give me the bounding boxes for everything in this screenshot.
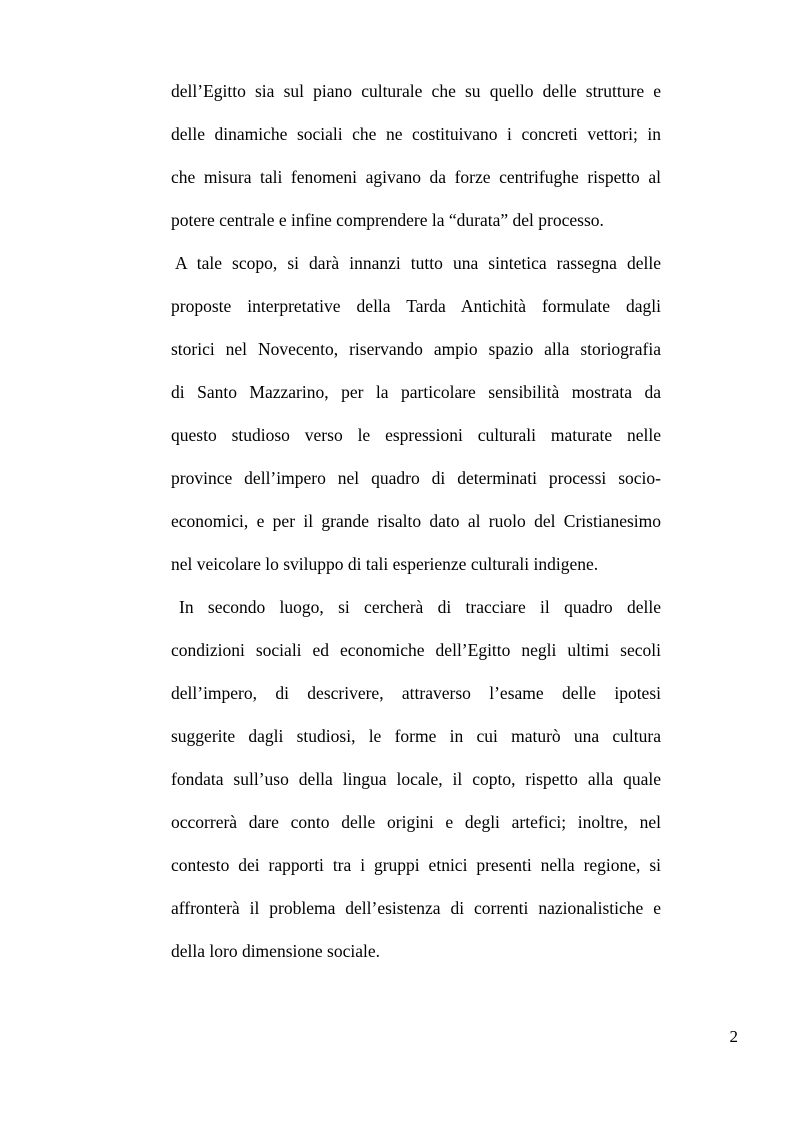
text-line: In secondo luogo, si cercherà di tracciare il quadro delle (179, 597, 661, 617)
text-line: occorrerà dare conto delle origini e degli artefici; inoltre, nel (171, 812, 661, 832)
text-line: affronterà il problema dell’esistenza di correnti nazionalistiche e (171, 898, 661, 918)
text-line: storici nel Novecento, riservando ampio spazio alla storiografia (171, 339, 661, 359)
text-line: fondata sull’uso della lingua locale, il copto, rispetto alla quale (171, 769, 661, 789)
text-line: dell’Egitto sia sul piano culturale che su quello delle strutture e (171, 81, 661, 101)
text-line: che misura tali fenomeni agivano da forze centrifughe rispetto al (171, 167, 661, 187)
page-number: 2 (729, 1027, 738, 1046)
text-line: condizioni sociali ed economiche dell’Egitto negli ultimi secoli (171, 640, 661, 660)
text-line: dell’impero, di descrivere, attraverso l’esame delle ipotesi (171, 683, 661, 703)
text-line: economici, e per il grande risalto dato al ruolo del Cristianesimo (171, 511, 661, 531)
text-line: province dell’impero nel quadro di determinati processi socio- (171, 468, 661, 488)
text-line: nel veicolare lo sviluppo di tali esperienze culturali indigene. (171, 554, 599, 574)
body-text (171, 70, 661, 973)
text-line: contesto dei rapporti tra i gruppi etnici presenti nella regione, si (171, 855, 661, 875)
text-line: proposte interpretative della Tarda Antichità formulate dagli (171, 296, 661, 316)
text-line: A tale scopo, si darà innanzi tutto una sintetica rassegna delle (175, 253, 661, 273)
text-line: questo studioso verso le espressioni culturali maturate nelle (171, 425, 661, 445)
text-line: potere centrale e infine comprendere la “durata” del processo. (171, 210, 604, 230)
text-line: delle dinamiche sociali che ne costituivano i concreti vettori; in (171, 124, 661, 144)
text-line: di Santo Mazzarino, per la particolare sensibilità mostrata da (171, 382, 661, 402)
text-line: della loro dimensione sociale. (171, 941, 380, 961)
text-line: suggerite dagli studiosi, le forme in cui maturò una cultura (171, 726, 661, 746)
